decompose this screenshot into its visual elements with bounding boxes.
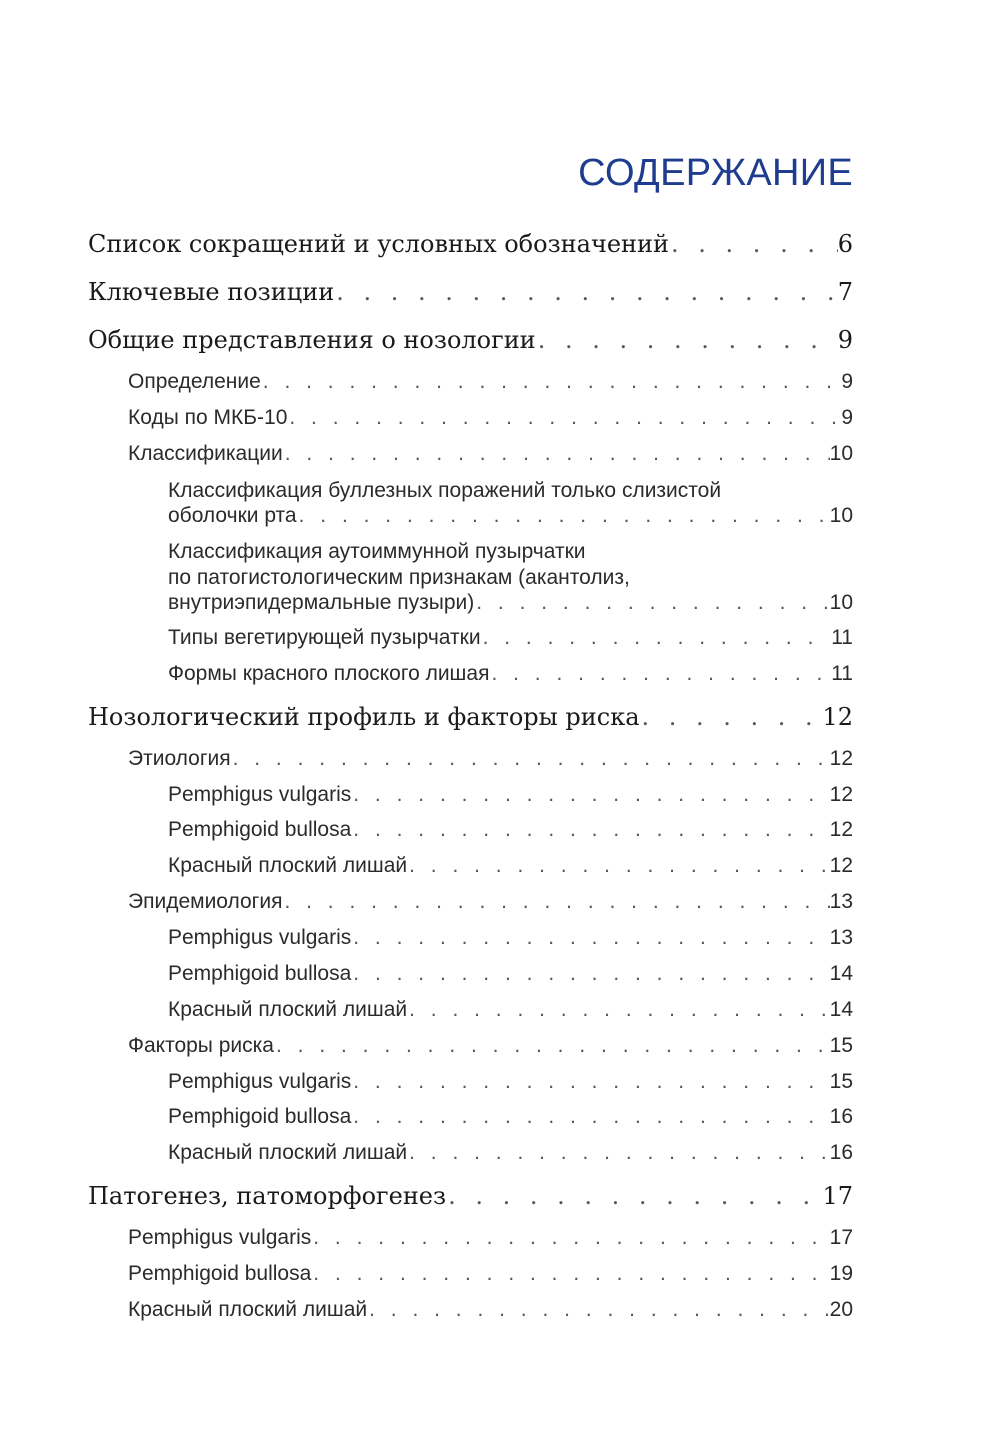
toc-page-number: 7 <box>837 278 853 306</box>
toc-page-number: 14 <box>829 998 853 1021</box>
dot-leader <box>297 504 830 528</box>
toc-entry-line <box>168 783 853 807</box>
toc-entry-title: Pemphigus vulgaris <box>168 1070 352 1093</box>
toc-entry-line <box>88 230 853 258</box>
toc-page-number: 10 <box>829 442 853 465</box>
toc-page-number: 11 <box>831 662 853 685</box>
dot-leader <box>446 1182 822 1210</box>
toc-entry-line <box>128 1262 853 1286</box>
dot-leader <box>640 703 823 731</box>
toc-page-number: 10 <box>829 504 853 527</box>
toc-entry[interactable] <box>168 1105 853 1129</box>
toc-entry-line <box>168 818 853 842</box>
toc-entry-title: Красный плоский лишай <box>168 1141 408 1164</box>
toc-entry-title-line: Классификация аутоиммунной пузырчатки <box>168 540 586 563</box>
toc-entry-title: Красный плоский лишай <box>128 1298 368 1321</box>
toc-page-number: 12 <box>822 703 853 731</box>
dot-leader <box>536 326 838 354</box>
dot-leader <box>351 1070 829 1094</box>
toc-entry-title: Pemphigoid bullosa <box>168 1105 352 1128</box>
toc-page-number: 14 <box>829 962 853 985</box>
toc-entry[interactable] <box>128 1262 853 1286</box>
dot-leader <box>287 406 841 430</box>
toc-entry[interactable] <box>128 406 853 430</box>
dot-leader <box>489 662 831 686</box>
toc-entry-line <box>168 591 853 615</box>
dot-leader <box>351 962 829 986</box>
toc-entry-title: Pemphigus vulgaris <box>128 1226 312 1249</box>
dot-leader <box>283 442 830 466</box>
dot-leader <box>351 818 829 842</box>
toc-entry[interactable] <box>168 926 853 950</box>
toc-entry-line <box>88 278 853 306</box>
dot-leader <box>351 783 829 807</box>
toc-entry-title: Эпидемиология <box>128 890 283 913</box>
toc-entry-line <box>128 1298 853 1322</box>
toc-entry[interactable] <box>128 890 853 914</box>
toc-entry-title: Коды по МКБ-10 <box>128 406 288 429</box>
toc-page-number: 9 <box>841 406 853 429</box>
toc-page-number: 15 <box>829 1070 853 1093</box>
toc-entry-line <box>128 890 853 914</box>
dot-leader <box>407 1141 830 1165</box>
toc-page-number: 17 <box>822 1182 853 1210</box>
toc-entry-title: Этиология <box>128 747 231 770</box>
toc-entry-title: Список сокращений и условных обозначений <box>88 230 670 258</box>
toc-page-number: 12 <box>829 818 853 841</box>
toc-entry-line <box>168 1105 853 1129</box>
toc-entry[interactable] <box>168 818 853 842</box>
toc-entry[interactable] <box>168 783 853 807</box>
toc-entry-title: Красный плоский лишай <box>168 998 408 1021</box>
toc-entry[interactable] <box>168 854 853 878</box>
toc-page-number: 13 <box>829 890 853 913</box>
toc-page-number: 17 <box>829 1226 853 1249</box>
toc-entry[interactable] <box>168 998 853 1022</box>
toc-entry-title: Ключевые позиции <box>88 278 335 306</box>
toc-entry-title: Формы красного плоского лишая <box>168 662 490 685</box>
toc-page-number: 13 <box>829 926 853 949</box>
toc-entry-line <box>128 406 853 430</box>
toc-entry[interactable] <box>168 962 853 986</box>
toc-entry[interactable] <box>128 370 853 394</box>
toc-entry-line <box>168 626 853 650</box>
toc-entry[interactable] <box>128 1226 853 1250</box>
toc-entry-line <box>168 926 853 950</box>
toc-page-number: 15 <box>829 1034 853 1057</box>
toc-entry-title-line: Классификация буллезных поражений только слизистой <box>168 479 722 502</box>
toc-entry-line <box>88 326 853 354</box>
toc-entry-title: Общие представления о нозологии <box>88 326 536 354</box>
toc-entry[interactable] <box>88 1182 853 1210</box>
toc-entry[interactable] <box>88 230 853 258</box>
toc-entry[interactable] <box>128 1034 853 1058</box>
toc-entry[interactable] <box>88 278 853 306</box>
toc-page-number: 9 <box>837 326 853 354</box>
toc-page-number: 11 <box>831 626 853 649</box>
toc-page-number: 20 <box>829 1298 853 1321</box>
toc-entry[interactable] <box>168 1070 853 1094</box>
toc-page-number: 10 <box>829 591 853 614</box>
toc-entry-title: Классификации <box>128 442 283 465</box>
dot-leader <box>407 998 830 1022</box>
dot-leader <box>351 926 829 950</box>
toc-entry-title: внутриэпидермальные пузыри) <box>168 591 475 614</box>
toc-page-number: 12 <box>829 747 853 770</box>
dot-leader <box>311 1226 829 1250</box>
toc-entry-title: оболочки рта <box>168 504 297 527</box>
toc-entry-line <box>168 962 853 986</box>
dot-leader <box>669 230 838 258</box>
toc-entry[interactable] <box>168 539 853 615</box>
toc-entry[interactable] <box>88 703 853 731</box>
dot-leader <box>231 747 830 771</box>
toc-entry[interactable] <box>168 662 853 686</box>
toc-page-number: 19 <box>829 1262 853 1285</box>
toc-entry-title-line: по патогистологическим признакам (акантолиз, <box>168 566 630 589</box>
toc-entry[interactable] <box>168 478 853 528</box>
toc-entry[interactable] <box>168 1141 853 1165</box>
toc-entry-line <box>168 504 853 528</box>
toc-entry-line <box>88 1182 853 1210</box>
toc-entry-title: Pemphigoid bullosa <box>168 818 352 841</box>
dot-leader <box>351 1105 829 1129</box>
dot-leader <box>274 1034 830 1058</box>
toc-entry[interactable] <box>128 442 853 466</box>
dot-leader <box>407 854 830 878</box>
toc-entry-line <box>128 370 853 394</box>
toc-entry[interactable] <box>168 626 853 650</box>
toc-entry-title: Нозологический профиль и факторы риска <box>88 703 640 731</box>
toc-entry-line <box>168 854 853 878</box>
dot-leader <box>261 370 842 394</box>
toc-entry-title: Патогенез, патоморфогенез <box>88 1182 447 1210</box>
toc-entry[interactable] <box>88 326 853 354</box>
toc-entry-line <box>168 1070 853 1094</box>
dot-leader <box>367 1298 830 1322</box>
toc-page-number: 16 <box>829 1105 853 1128</box>
dot-leader <box>474 591 829 615</box>
toc-entry-line <box>128 747 853 771</box>
toc-entry[interactable] <box>128 1298 853 1322</box>
dot-leader <box>334 278 838 306</box>
toc-page-number: 6 <box>837 230 853 258</box>
toc-entry-title: Факторы риска <box>128 1034 274 1057</box>
toc-entry-line <box>128 1034 853 1058</box>
toc-entry-title: Красный плоский лишай <box>168 854 408 877</box>
toc-page-number: 9 <box>841 370 853 393</box>
toc-entry-line <box>128 1226 853 1250</box>
toc-entry-line <box>128 442 853 466</box>
toc-entry-title: Типы вегетирующей пузырчатки <box>168 626 481 649</box>
toc-page-number: 12 <box>829 783 853 806</box>
toc-entry[interactable] <box>128 747 853 771</box>
toc-entry-title: Определение <box>128 370 261 393</box>
toc-title: СОДЕРЖАНИЕ <box>578 152 853 194</box>
toc-entry-title: Pemphigoid bullosa <box>168 962 352 985</box>
toc-page-number: 12 <box>829 854 853 877</box>
dot-leader <box>481 626 832 650</box>
toc-entry-line <box>168 1141 853 1165</box>
toc-entry-line <box>168 662 853 686</box>
dot-leader <box>282 890 829 914</box>
toc-entry-line <box>168 998 853 1022</box>
toc-entry-title: Pemphigus vulgaris <box>168 926 352 949</box>
toc-entry-title: Pemphigus vulgaris <box>168 783 352 806</box>
dot-leader <box>311 1262 829 1286</box>
toc-page-number: 16 <box>829 1141 853 1164</box>
toc-entry-title: Pemphigoid bullosa <box>128 1262 312 1285</box>
toc-entry-line <box>88 703 853 731</box>
